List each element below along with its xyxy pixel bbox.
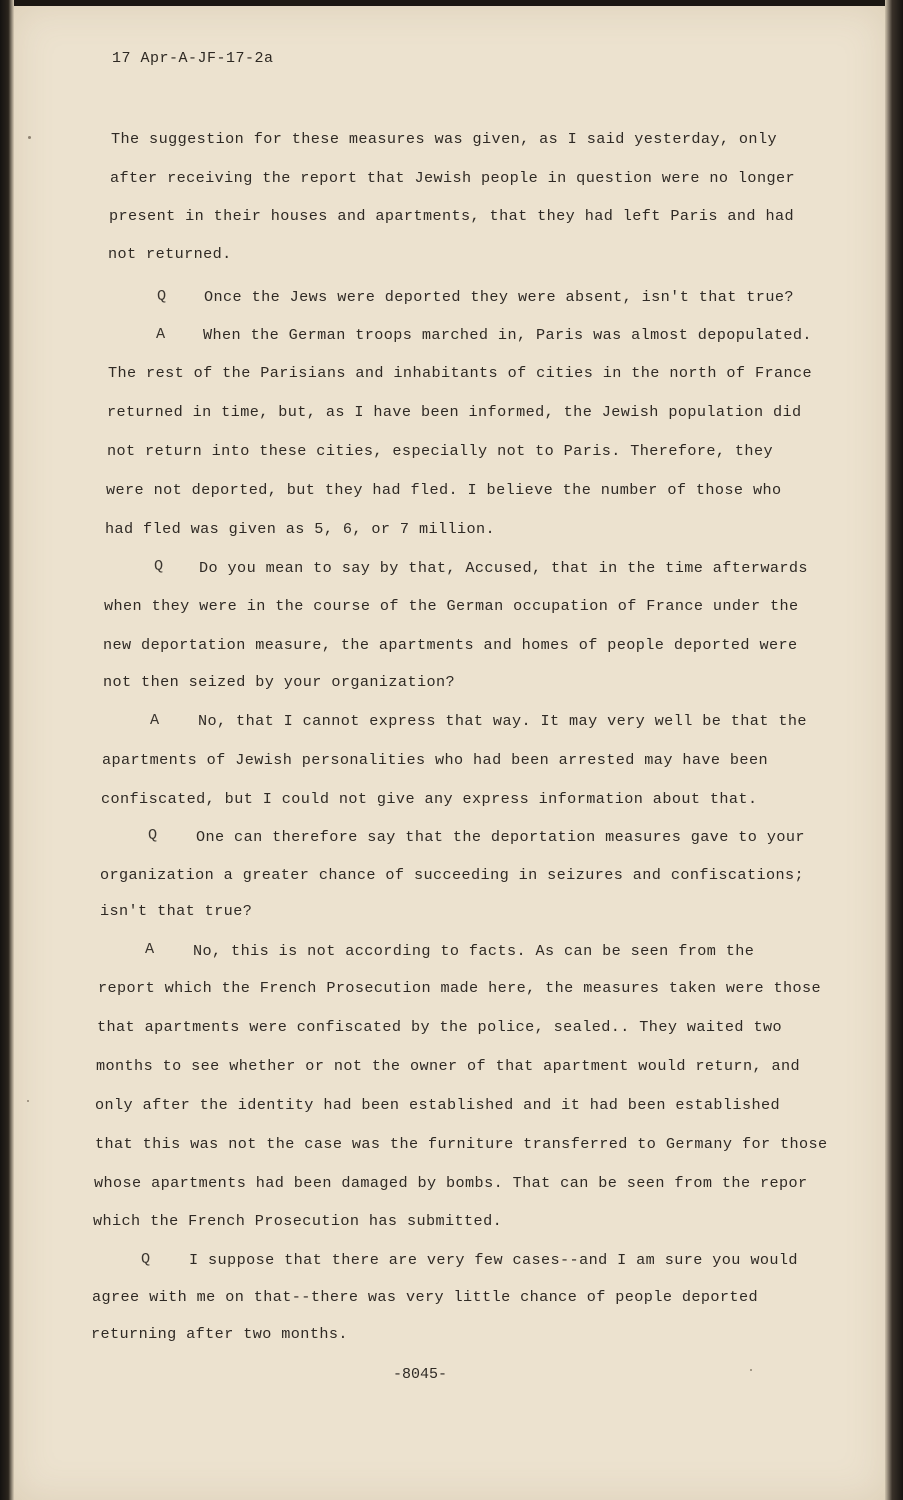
transcript-line: present in their houses and apartments, that they had left Paris and had bbox=[109, 207, 795, 225]
paper-speck bbox=[27, 1100, 29, 1102]
transcript-line: The rest of the Parisians and inhabitants of cities in the north of France bbox=[108, 364, 813, 382]
transcript-line: returning after two months. bbox=[91, 1325, 348, 1343]
paper-speck bbox=[28, 136, 31, 139]
question-marker: Q bbox=[148, 826, 158, 844]
question-marker: Q bbox=[141, 1250, 151, 1268]
answer-marker: A bbox=[150, 711, 160, 729]
transcript-line: not return into these cities, especially not to Paris. Therefore, they bbox=[107, 442, 773, 460]
scan-left-edge bbox=[0, 0, 14, 1500]
transcript-line: not then seized by your organization? bbox=[103, 673, 456, 691]
transcript-line: only after the identity had been established and it had been established bbox=[95, 1096, 781, 1114]
transcript-line: confiscated, but I could not give any express information about that. bbox=[101, 790, 758, 808]
answer-marker: A bbox=[145, 940, 155, 958]
transcript-line: organization a greater chance of succeeding in seizures and confiscations; bbox=[100, 866, 805, 884]
transcript-line: No, this is not according to facts. As can be seen from the bbox=[193, 942, 755, 960]
transcript-line: new deportation measure, the apartments and homes of people deported were bbox=[103, 636, 798, 654]
transcript-line: had fled was given as 5, 6, or 7 million. bbox=[105, 520, 496, 538]
scan-right-edge bbox=[885, 0, 903, 1500]
transcript-line: One can therefore say that the deportation measures gave to your bbox=[196, 828, 805, 846]
transcript-line: were not deported, but they had fled. I believe the number of those who bbox=[106, 481, 782, 499]
transcript-line: after receiving the report that Jewish people in question were no longer bbox=[110, 169, 796, 187]
paper-speck bbox=[750, 1369, 752, 1371]
answer-marker: A bbox=[156, 325, 166, 343]
transcript-line: I suppose that there are very few cases--and I am sure you would bbox=[189, 1251, 798, 1269]
transcript-line: when they were in the course of the German occupation of France under the bbox=[104, 597, 799, 615]
transcript-line: apartments of Jewish personalities who had been arrested may have been bbox=[102, 751, 768, 769]
transcript-line: whose apartments had been damaged by bombs. That can be seen from the repor bbox=[94, 1174, 808, 1192]
document-header-code: 17 Apr-A-JF-17-2a bbox=[112, 50, 274, 67]
question-marker: Q bbox=[154, 557, 164, 575]
transcript-line: Once the Jews were deported they were absent, isn't that true? bbox=[204, 288, 794, 306]
transcript-line: report which the French Prosecution made here, the measures taken were those bbox=[98, 979, 822, 997]
page-number: -8045- bbox=[393, 1366, 448, 1383]
transcript-line: months to see whether or not the owner of that apartment would return, and bbox=[96, 1057, 801, 1075]
transcript-line: returned in time, but, as I have been informed, the Jewish population did bbox=[107, 403, 802, 421]
transcript-line: agree with me on that--there was very little chance of people deported bbox=[92, 1288, 758, 1306]
transcript-line: No, that I cannot express that way. It may very well be that the bbox=[198, 712, 807, 730]
question-marker: Q bbox=[157, 287, 167, 305]
transcript-line: not returned. bbox=[108, 245, 232, 263]
transcript-line: isn't that true? bbox=[100, 902, 253, 920]
transcript-line: that this was not the case was the furniture transferred to Germany for those bbox=[95, 1135, 828, 1153]
transcript-line: The suggestion for these measures was given, as I said yesterday, only bbox=[111, 130, 777, 148]
transcript-line: When the German troops marched in, Paris was almost depopulated. bbox=[203, 326, 812, 344]
transcript-line: that apartments were confiscated by the police, sealed.. They waited two bbox=[97, 1018, 783, 1036]
transcript-line: Do you mean to say by that, Accused, that in the time afterwards bbox=[199, 559, 808, 577]
transcript-line: which the French Prosecution has submitted. bbox=[93, 1212, 503, 1230]
